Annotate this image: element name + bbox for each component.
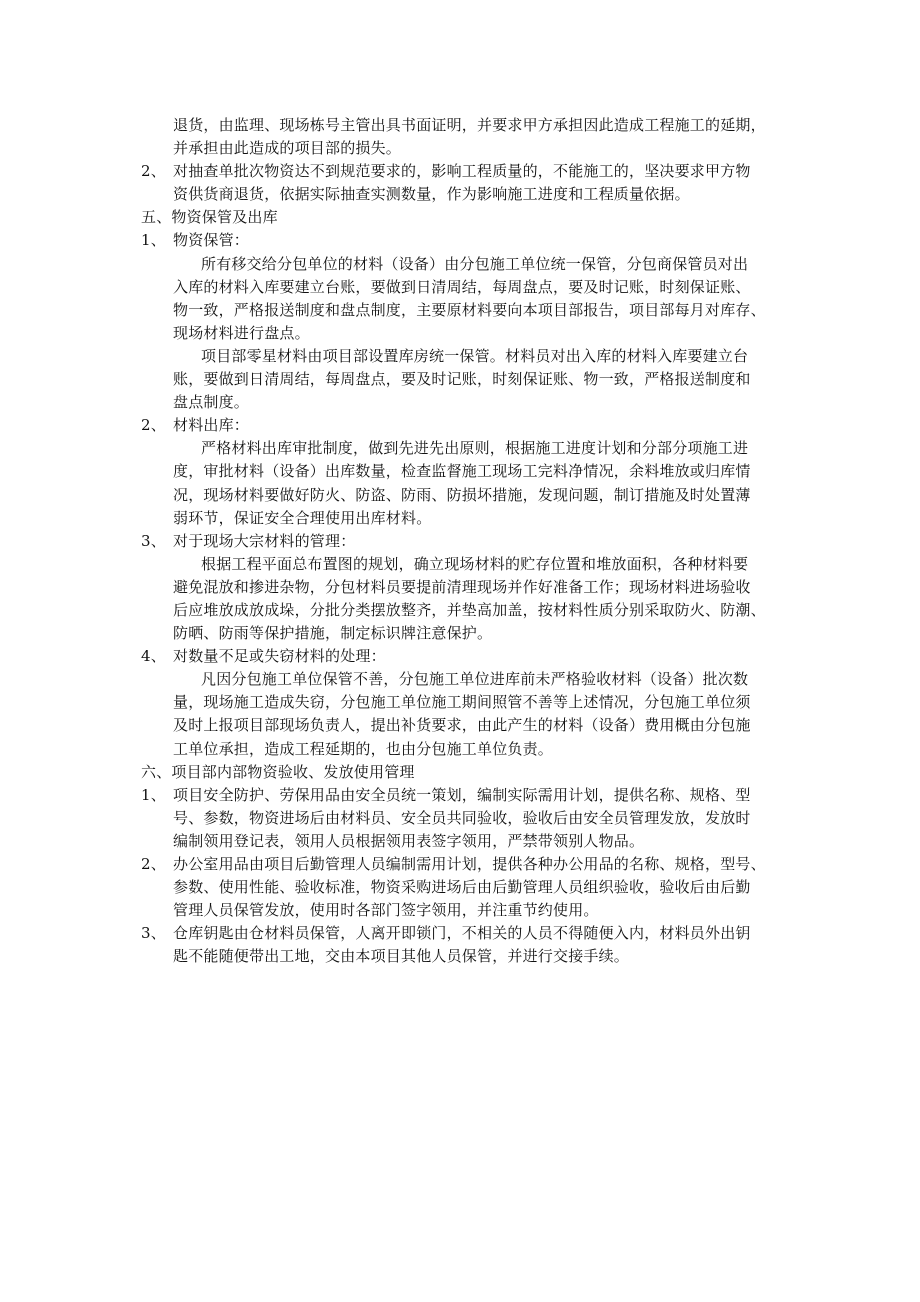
paragraph-first-line: 根据工程平面总布置图的规划，确立现场材料的贮存位置和堆放面积，各种材料要	[201, 554, 749, 573]
text-line: 账，要做到日清周结，每周盘点，要及时记账，时刻保证账、物一致，严格报送制度和	[173, 370, 751, 389]
text-line: 物一致，严格报送制度和盘点制度，主要原材料要向本项目部报告，项目部每月对库存、	[173, 300, 766, 319]
text-line: 并承担由此造成的项目部的损失。	[173, 139, 402, 158]
item-number: 3、	[141, 531, 166, 550]
list-item-line: 2、 材料出库：	[141, 414, 791, 437]
item-number: 1、	[141, 231, 166, 250]
item-number: 1、	[141, 785, 166, 804]
text-line: 避免混放和掺进杂物，分包材料员要提前清理现场并作好准备工作；现场材料进场验收	[173, 577, 751, 596]
document-body	[141, 114, 791, 968]
list-item-line: 3、 对于现场大宗材料的管理：	[141, 530, 791, 553]
list-item-line: 1、 项目安全防护、劳保用品由安全员统一策划，编制实际需用计划，提供名称、规格、型	[141, 784, 791, 807]
text-line: 后应堆放成放成垛，分批分类摆放整齐，并垫高加盖，按材料性质分别采取防火、防潮、	[173, 600, 766, 619]
text-line: 防晒、防雨等保护措施，制定标识牌注意保护。	[173, 624, 493, 643]
item-number: 2、	[141, 855, 166, 873]
text-line: 入库的材料入库要建立台账，要做到日清周结，每周盘点，要及时记账，时刻保证账、	[173, 277, 751, 296]
text-line: 弱环节，保证安全合理使用出库材料。	[173, 508, 432, 527]
paragraph-first-line: 凡因分包施工单位保管不善，分包施工单位进库前未严格验收材料（设备）批次数	[201, 670, 749, 689]
text-line: 量，现场施工造成失窃，分包施工单位施工期间照管不善等上述情况，分包施工单位须	[173, 693, 751, 712]
text-line: 度，审批材料（设备）出库数量，检查监督施工现场工完料净情况，余料堆放或归库情	[173, 462, 751, 481]
section-heading: 六、项目部内部物资验收、发放使用管理	[141, 762, 415, 781]
item-number: 4、	[141, 647, 166, 666]
text-line: 退货，由监理、现场栋号主管出具书面证明，并要求甲方承担因此造成工程施工的延期，	[173, 116, 766, 134]
text-line: 工单位承担，造成工程延期的，也由分包施工单位负责。	[173, 739, 554, 758]
item-number: 3、	[141, 924, 166, 943]
item-number: 2、	[141, 416, 166, 435]
item-number: 2、	[141, 162, 166, 181]
text-line: 参数、使用性能、验收标准，物资采购进场后由后勤管理人员组织验收，验收后由后勤	[173, 878, 751, 897]
paragraph-first-line: 项目部零星材料由项目部设置库房统一保管。材料员对出入库的材料入库要建立台	[201, 346, 749, 365]
text-line: 及时上报项目部现场负责人，提出补货要求，由此产生的材料（设备）费用概由分包施	[173, 716, 751, 735]
section-heading: 五、物资保管及出库	[141, 208, 278, 227]
text-line: 管理人员保管发放，使用时各部门签字领用，并注重节约使用。	[173, 901, 599, 920]
list-item-line: 2、 办公室用品由项目后勤管理人员编制需用计划，提供各种办公用品的名称、规格，型号、	[141, 853, 791, 876]
list-item-line: 4、 对数量不足或失窃材料的处理：	[141, 645, 791, 668]
text-line: 盘点制度。	[173, 393, 250, 412]
text-line: 资供货商退货，依据实际抽查实测数量，作为影响施工进度和工程质量依据。	[173, 185, 690, 204]
list-item-line: 3、 仓库钥匙由仓材料员保管，人离开即锁门，不相关的人员不得随便入内，材料员外出钥	[141, 922, 791, 945]
text-line: 况，现场材料要做好防火、防盗、防雨、防损坏措施，发现问题，制订措施及时处置薄	[173, 485, 751, 504]
text-line: 现场材料进行盘点。	[173, 323, 310, 342]
text-line: 编制领用登记表，领用人员根据领用表签字领用，严禁带领别人物品。	[173, 831, 645, 850]
text-line: 号、参数，物资进场后由材料员、安全员共同验收，验收后由安全员管理发放，发放时	[173, 808, 751, 827]
paragraph-first-line: 严格材料出库审批制度，做到先进先出原则，根据施工进度计划和分部分项施工进	[201, 439, 749, 458]
text-line: 匙不能随便带出工地，交由本项目其他人员保管，并进行交接手续。	[173, 947, 630, 966]
list-item-line: 1、 物资保管：	[141, 229, 791, 252]
paragraph-first-line: 所有移交给分包单位的材料（设备）由分包施工单位统一保管，分包商保管员对出	[201, 254, 749, 273]
list-item-line: 2、 对抽查单批次物资达不到规范要求的，影响工程质量的，不能施工的，坚决要求甲方物	[141, 160, 791, 183]
